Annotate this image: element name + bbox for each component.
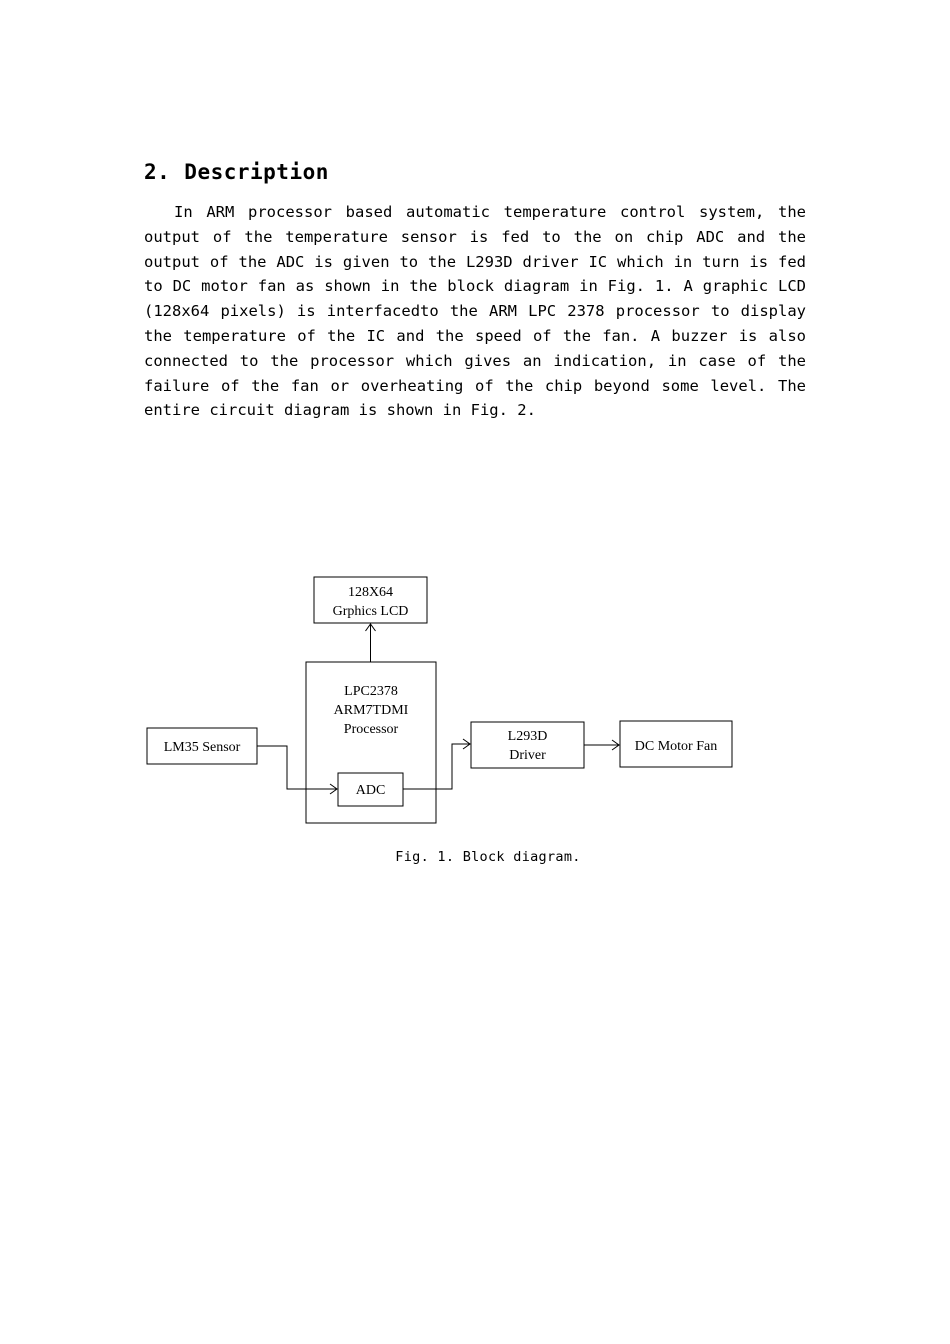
figure-caption: Fig. 1. Block diagram. [395, 849, 581, 865]
adc-label: ADC [355, 783, 386, 798]
lcd-label-line1: 128X64 [347, 585, 394, 600]
processor-label-line3: Processor [343, 722, 399, 737]
section-number: 2. [144, 160, 171, 184]
driver-label-line2: Driver [509, 748, 546, 763]
lcd-label-line2: Grphics LCD [332, 604, 409, 619]
description-paragraph: In ARM processor based automatic temperature control system, the output of the temperature sensor is fed to the on chip ADC and the output of the ADC is given to the L293D driver IC which in turn is fed to DC motor fan as shown in the block diagram in Fig. 1. A graphic LCD (128x64 pixels) is interfacedto the ARM LPC 2378 processor to display the temperature of the IC and the speed of the fan. A buzzer is also connected to the processor which gives an indication, in case of the failure of the fan or overheating of the chip beyond some level. The entire circuit diagram is shown in Fig. 2. [144, 203, 806, 420]
driver-label-line1: L293D [507, 729, 548, 744]
section-title: Description [184, 160, 329, 184]
processor-label-line2: ARM7TDMI [333, 703, 409, 718]
fan-label: DC Motor Fan [634, 739, 718, 754]
processor-label-line1: LPC2378 [344, 684, 398, 699]
sensor-label: LM35 Sensor [163, 740, 241, 755]
